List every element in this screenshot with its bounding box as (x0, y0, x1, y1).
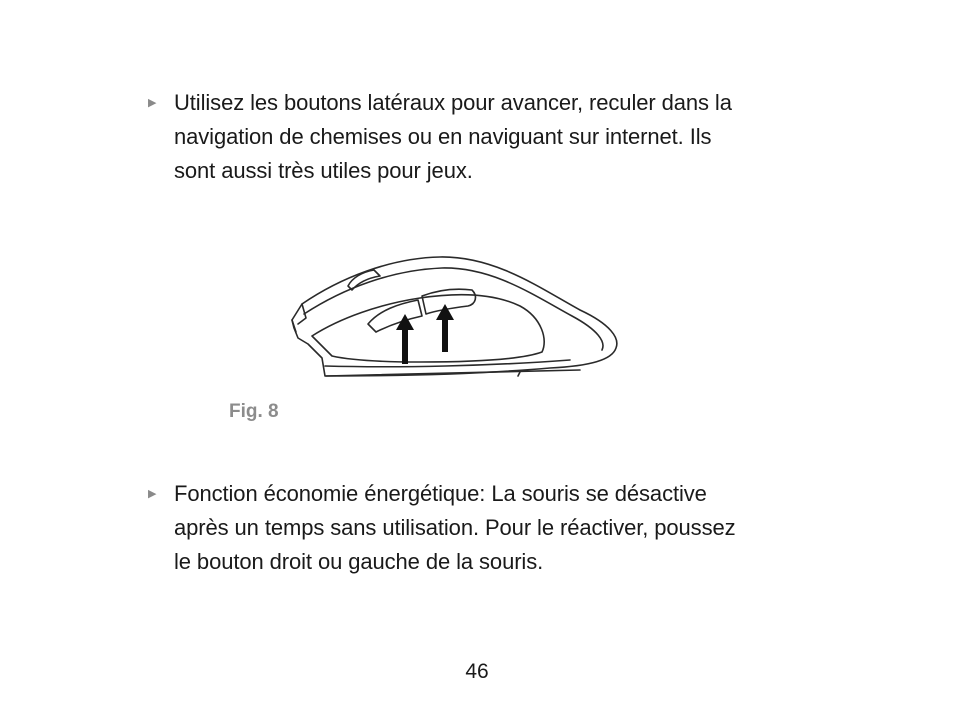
bullet-triangle-icon: ▶ (148, 488, 157, 500)
page-number: 46 (465, 660, 489, 683)
bullet-side-buttons (148, 86, 838, 188)
mouse-side-view-illustration (280, 248, 630, 383)
side-button-back (368, 300, 422, 332)
side-button-forward (422, 289, 475, 314)
figure-caption: Fig. 8 (229, 401, 279, 422)
bullet-text-energy-saving: Fonction économie énergétique: La souris se désactive après un temps sans utilisation. Pour le réactiver, poussez le bouton droit ou gauche de la souris. (174, 481, 736, 574)
bullet-energy-saving (148, 477, 838, 579)
mouse-side-panel (312, 295, 544, 362)
mouse-base-bottom (326, 370, 580, 376)
bullet-text-side-buttons: Utilisez les boutons latéraux pour avancer, reculer dans la navigation de chemises ou en naviguant sur internet. Ils sont aussi très utiles pour jeux. (174, 90, 732, 183)
mouse-top-ridge (304, 268, 603, 350)
arrow-up-icon (396, 314, 414, 364)
bullet-triangle-icon: ▶ (148, 97, 157, 109)
